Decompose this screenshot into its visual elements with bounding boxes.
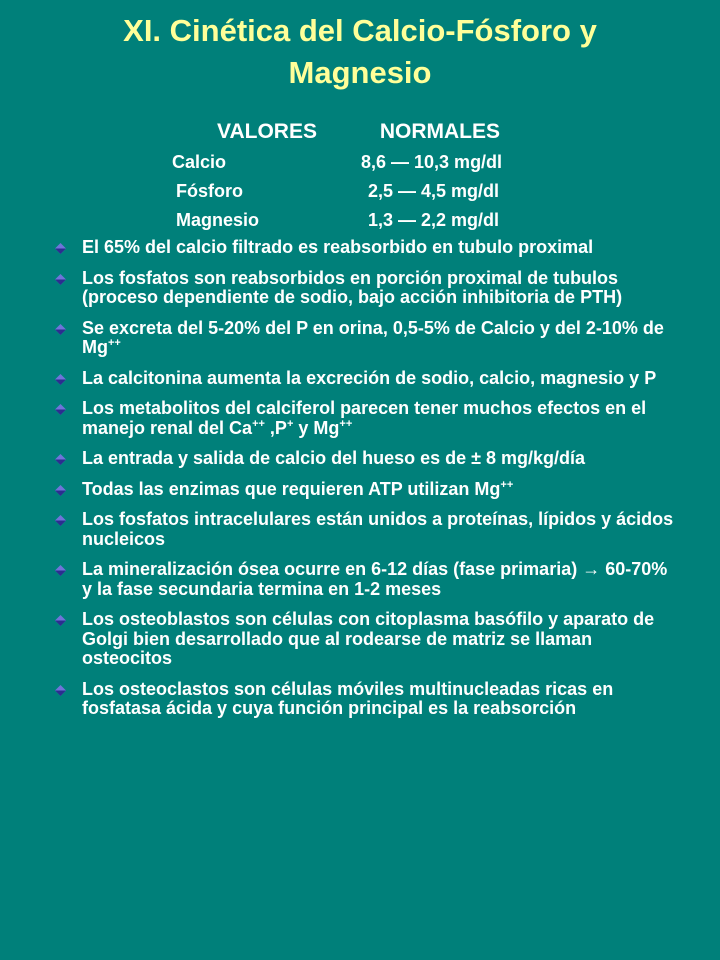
diamond-bullet-icon [55,565,66,576]
bullet-item [0,560,720,599]
bullet-item [0,319,720,358]
normal-value-row-magnesio [0,208,720,232]
bullet-item [0,399,720,438]
bullet-text: ,P [264,417,287,438]
diamond-bullet-icon [55,274,66,285]
normal-values-heading [217,117,500,147]
bullet-text: Se excreta del 5-20% del P en orina, 0,5-5% de Calcio y del 2-10% de Mg [82,317,664,357]
bullet-superscript: ++ [252,417,265,430]
normal-value-range: 2,5 — 4,5 mg/dl [368,181,500,201]
slide-title-line-2: Magnesio [288,55,432,90]
bullet-text: La mineralización ósea ocurre en 6-12 días (fase primaria) → 60-70% y la fase secundaria termina en 1-2 meses [82,559,668,599]
bullet-superscript: ++ [500,478,514,491]
bullet-item [0,238,720,258]
diamond-bullet-icon [55,324,66,335]
bullet-item [0,610,720,669]
bullet-item [0,269,720,308]
bullet-item [0,680,720,719]
bullet-superscript: + [286,417,294,430]
bullet-list [0,238,720,730]
diamond-bullet-icon [55,615,66,626]
bullet-text: Los metabolitos del calciferol parecen tener muchos efectos en el manejo renal del Ca [82,398,647,438]
bullet-item [0,449,720,469]
bullet-text: y Mg [293,417,340,438]
bullet-item [0,510,720,549]
normal-value-name: Fósforo [176,181,243,201]
diamond-bullet-icon [55,685,66,696]
bullet-item [0,369,720,389]
normal-values-heading-word-1: VALORES [217,120,317,143]
normal-value-name: Calcio [172,152,227,172]
normal-value-row-calcio [0,150,720,174]
bullet-text: Los fosfatos son reabsorbidos en porción proximal de tubulos (proceso dependiente de sodio, bajo acción inhibitoria de PTH) [82,267,623,307]
bullet-text: El 65% del calcio filtrado es reabsorbido en tubulo proximal [82,237,594,257]
diamond-bullet-icon [55,243,66,254]
diamond-bullet-icon [55,515,66,526]
slide-title [0,10,720,94]
diamond-bullet-icon [55,454,66,465]
bullet-text: La entrada y salida de calcio del hueso es de ± 8 mg/kg/día [82,448,586,468]
normal-value-name: Magnesio [176,210,260,230]
bullet-item [0,480,720,500]
diamond-bullet-icon [55,404,66,415]
bullet-superscript: ++ [108,337,121,349]
bullet-superscript: ++ [339,417,353,430]
bullet-text: Los osteoclastos son células móviles multinucleadas ricas en fosfatasa ácida y cuya función principal es la reabsorción [82,678,614,718]
bullet-text: La calcitonina aumenta la excreción de sodio, calcio, magnesio y P [82,367,657,388]
bullet-text: Los fosfatos intracelulares están unidos a proteínas, lípidos y ácidos nucleicos [82,509,674,549]
bullet-text: Todas las enzimas que requieren ATP utilizan Mg [82,478,501,499]
slide-title-line-1: XI. Cinética del Calcio-Fósforo y [123,13,597,48]
normal-value-range: 1,3 — 2,2 mg/dl [368,210,500,230]
bullet-text: Los osteoblastos son células con citoplasma basófilo y aparato de Golgi bien desarrollado que al rodearse de matriz se llaman osteocitos [82,609,655,668]
normal-value-range: 8,6 — 10,3 mg/dl [361,152,503,172]
diamond-bullet-icon [55,485,66,496]
diamond-bullet-icon [55,374,66,385]
normal-values-heading-word-2: NORMALES [379,120,500,143]
normal-value-row-fosforo [0,179,720,203]
